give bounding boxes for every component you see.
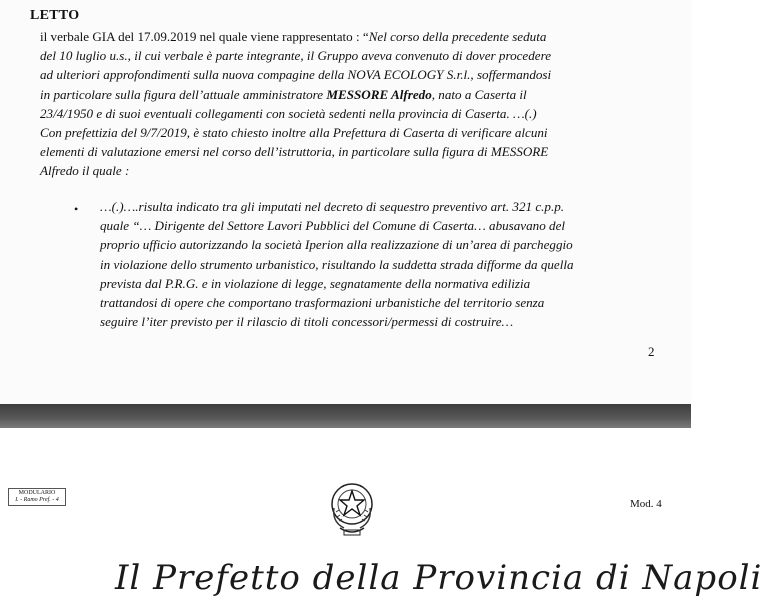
- bullet-line: seguire l’iter previsto per il rilascio di titoli concessori/permessi di costruire…: [100, 314, 514, 330]
- paragraph-line: [40, 104, 650, 123]
- paragraph-line: [40, 161, 650, 180]
- paragraph-text: , nato a Caserta il: [431, 86, 527, 102]
- stamp-title: MODULARIO: [18, 490, 56, 496]
- stamp-subtitle: I. - Ramo Pref. - 4: [15, 497, 59, 503]
- paragraph-line: [40, 142, 650, 161]
- page-number: 2: [648, 344, 655, 359]
- paragraph-text: Con prefettizia del 9/7/2019, è stato chiesto inoltre alla Prefettura di Caserta di verificare alcuni: [40, 124, 548, 140]
- paragraph-text: il verbale GIA del 17.09.2019 nel quale viene rappresentato : “: [40, 29, 369, 44]
- section-heading: LETTO: [30, 8, 80, 23]
- verbale-paragraph: [40, 27, 650, 181]
- page-separator: [0, 404, 691, 428]
- bullet-line: in violazione dello strumento urbanistico, risultando la suddetta strada difforme da quella: [100, 256, 574, 272]
- bullet-item: [100, 197, 655, 331]
- paragraph-line: [40, 46, 650, 65]
- paragraph-text: ad ulteriori approfondimenti sulla nuova compagine della NOVA ECOLOGY S.r.l., soffermandosi: [40, 67, 552, 83]
- paragraph-line: [40, 65, 650, 84]
- paragraph-text: Nel corso della precedente seduta: [368, 29, 547, 44]
- italian-emblem-icon: [326, 478, 378, 540]
- paragraph-text: 23/4/1950 e di suoi eventuali collegamenti con società sedenti nella provincia di Caserta. …(.): [40, 105, 537, 121]
- module-label: Mod. 4: [630, 498, 662, 510]
- paragraph-text: del 10 luglio u.s., il cui verbale è parte integrante, il Gruppo aveva convenuto di dover procedere: [40, 48, 552, 64]
- paragraph-line: [40, 27, 650, 46]
- bullet-line: prevista dal P.R.G. e in violazione di legge, segnatamente della normativa edilizia: [100, 275, 531, 291]
- paragraph-line: [40, 123, 650, 142]
- bullet-line: …(.)….risulta indicato tra gli imputati nel decreto di sequestro preventivo art. 321 c.p.p.: [100, 199, 565, 214]
- bullet-line: quale “… Dirigente del Settore Lavori Pubblici del Comune di Caserta… abusavano del: [100, 218, 566, 234]
- bullet-marker: •: [74, 202, 79, 216]
- bullet-line: proprio ufficio autorizzando la società Iperion alla realizzazione di un’area di parcheggio: [100, 237, 573, 253]
- document-page-2: [0, 428, 762, 604]
- paragraph-text: elementi di valutazione emersi nel corso dell’istruttoria, in particolare sulla figura di MESSORE: [40, 144, 549, 160]
- bullet-line: trattandosi di opere che comportano trasformazioni urbanistiche del territorio senza: [100, 294, 545, 310]
- paragraph-text: in particolare sulla figura dell’attuale amministratore: [40, 86, 327, 102]
- modulario-stamp: [8, 488, 66, 506]
- emphasized-name: MESSORE Alfredo: [326, 86, 432, 102]
- letterhead-title: Il Prefetto della Provincia di Napoli: [115, 558, 762, 598]
- paragraph-line: [40, 85, 650, 104]
- paragraph-text: Alfredo il quale :: [40, 163, 130, 179]
